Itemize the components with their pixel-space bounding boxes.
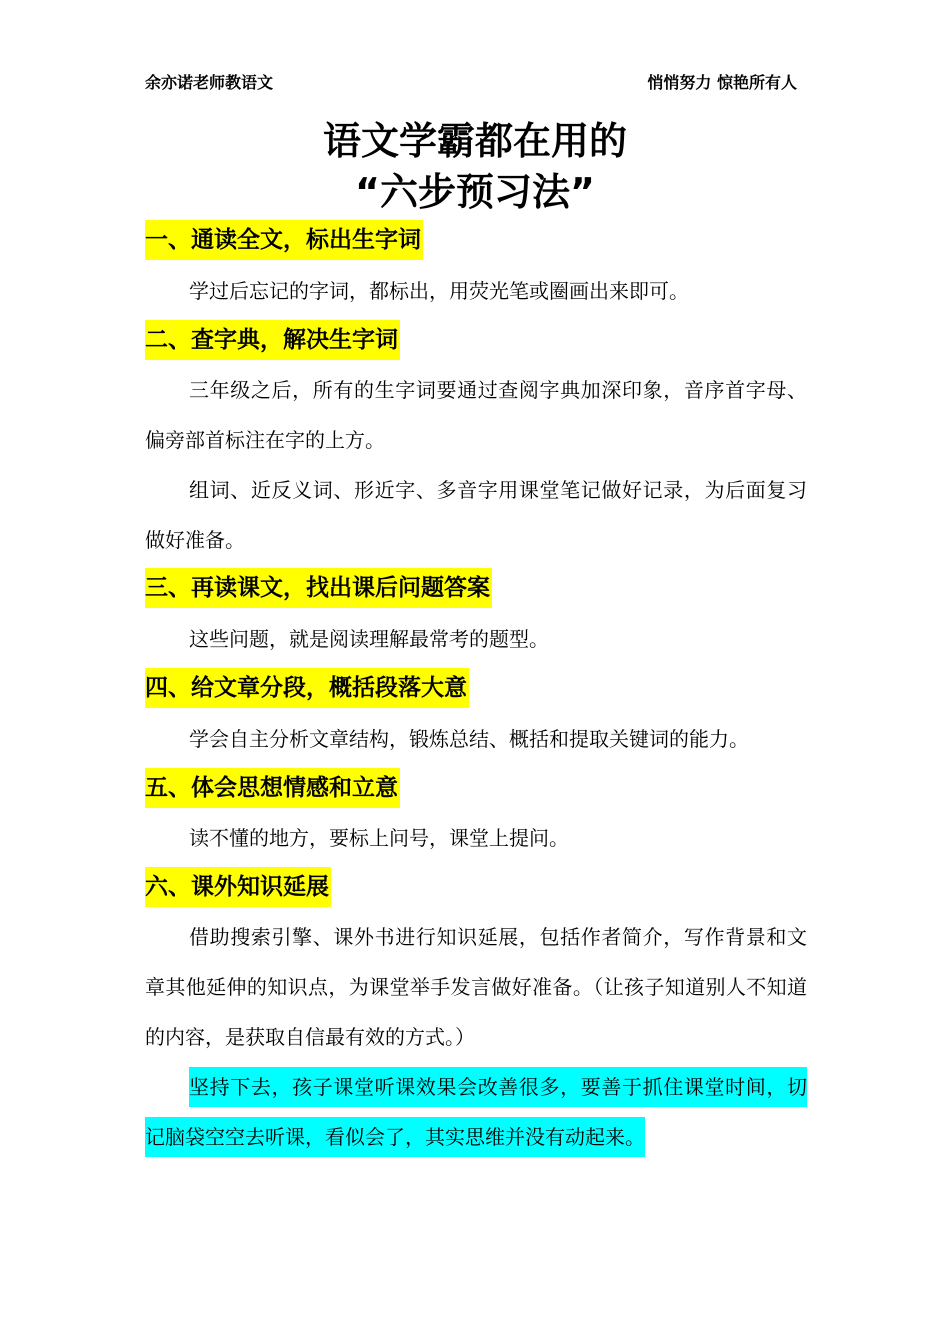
document-title-line2: “六步预习法” [355,170,595,214]
section-paragraph-2-1: 三年级之后，所有的生字词要通过查阅字典加深印象，音序首字母、偏旁部首标注在字的上方。 [145,378,807,452]
header-author: 余亦诺老师教语文 [145,73,274,92]
section-heading-5: 五、体会思想情感和立意 [145,768,400,808]
header-slogan: 悄悄努力 惊艳所有人 [647,73,797,92]
closing-note-text: 坚持下去，孩子课堂听课效果会改善很多，要善于抓住课堂时间，切记脑袋空空去听课，看似会了，其实思维并没有动起来。 [145,1067,807,1157]
section-paragraph-1-1: 学过后忘记的字词，都标出，用荧光笔或圈画出来即可。 [189,279,689,303]
page-header [145,70,805,94]
section-heading-6: 六、课外知识延展 [145,867,331,907]
section-paragraph-6-1: 借助搜索引擎、课外书进行知识延展，包括作者简介，写作背景和文章其他延伸的知识点，为课堂举手发言做好准备。（让孩子知道别人不知道的内容，是获取自信最有效的方式。） [145,925,807,1049]
section-heading-1: 一、通读全文，标出生字词 [145,220,423,260]
document-title-line1: 语文学霸都在用的 [322,119,627,163]
section-heading-4: 四、给文章分段，概括段落大意 [145,668,469,708]
section-paragraph-5-1: 读不懂的地方，要标上问号，课堂上提问。 [189,826,569,850]
section-heading-2: 二、查字典，解决生字词 [145,320,400,360]
section-heading-3: 三、再读课文，找出课后问题答案 [145,568,492,608]
section-paragraph-4-1: 学会自主分析文章结构，锻炼总结、概括和提取关键词的能力。 [189,727,749,751]
closing-note [145,1062,807,1162]
section-paragraph-2-2: 组词、近反义词、形近字、多音字用课堂笔记做好记录，为后面复习做好准备。 [145,478,807,552]
section-paragraph-3-1: 这些问题，就是阅读理解最常考的题型。 [189,627,549,651]
